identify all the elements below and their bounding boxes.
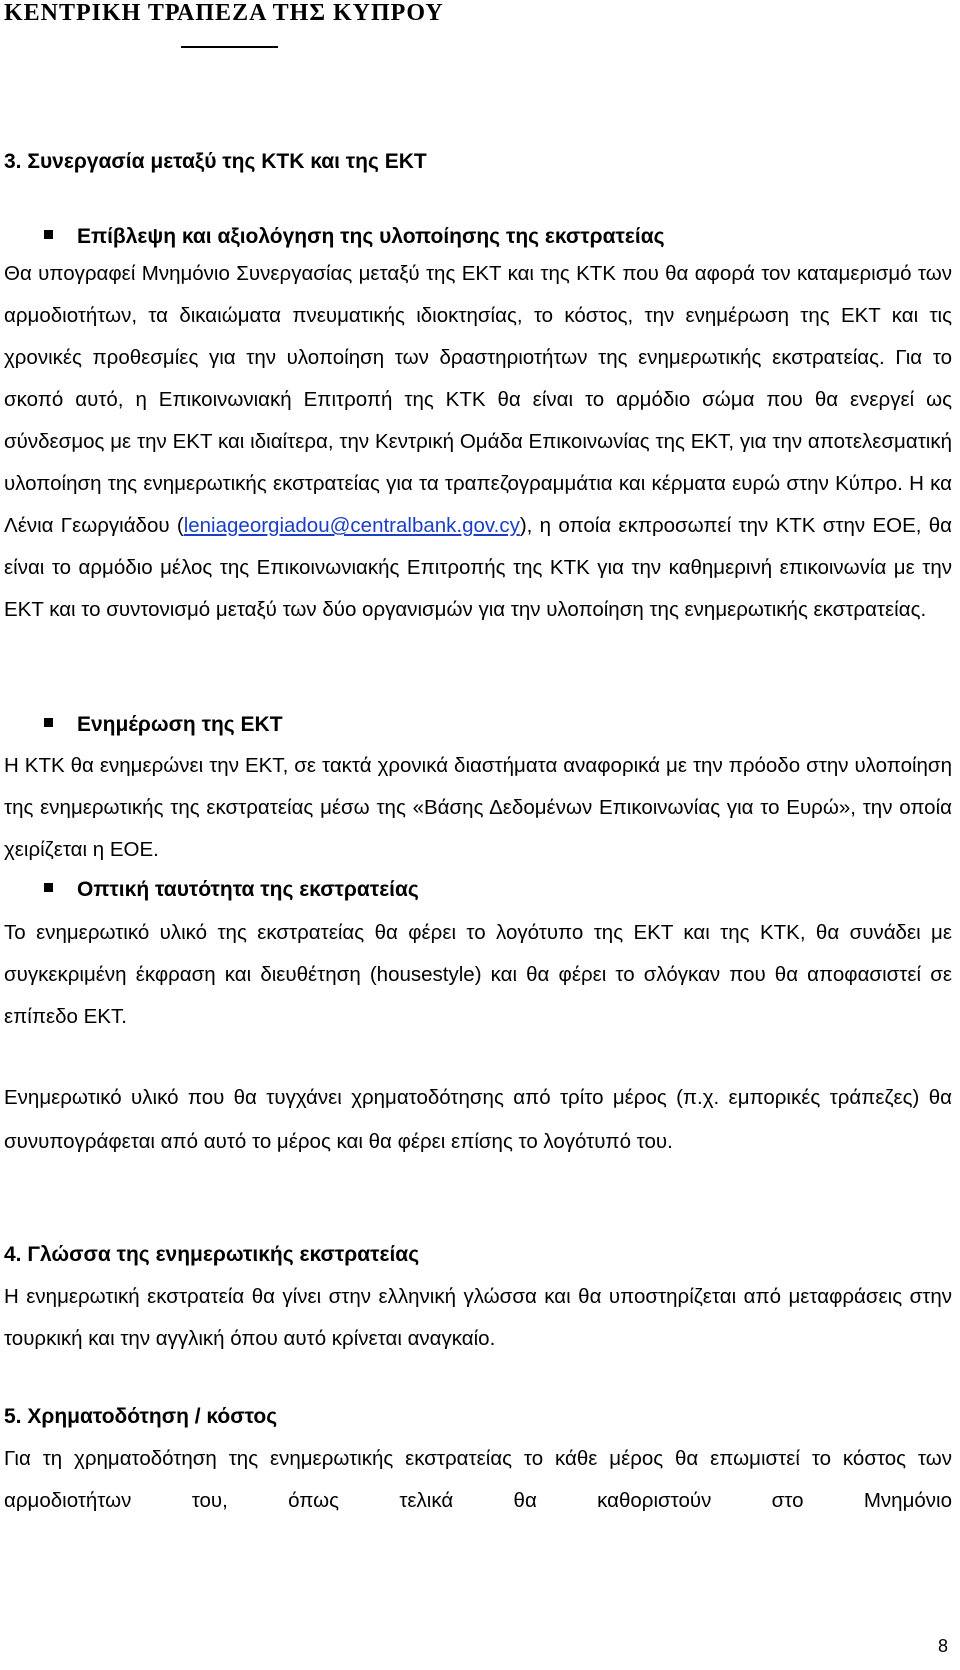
email-link[interactable]: leniageorgiadou@centralbank.gov.cy bbox=[183, 514, 520, 537]
section-4-text: Η ενημερωτική εκστρατεία θα γίνει στην ελληνική γλώσσα και θα υποστηρίζεται από μεταφράσεις στην τουρκική και την αγγλική όπου αυτό κρίνεται αναγκαίο. bbox=[4, 1285, 952, 1350]
ecb-briefing-text: Η ΚΤΚ θα ενημερώνει την ΕΚΤ, σε τακτά χρονικά διαστήματα αναφορικά με την πρόοδο στην υλοποίηση της ενημερωτικής της εκστρατείας μέσω της «Βάσης Δεδομένων Επικοινωνίας για το Ευρώ», την οποία χειρίζεται η ΕΟΕ. bbox=[4, 754, 952, 861]
subsection-visual-identity-label: Οπτική ταυτότητα της εκστρατείας bbox=[77, 878, 419, 901]
section-5-paragraph bbox=[4, 1438, 952, 1522]
subsection-supervision-heading bbox=[44, 225, 665, 249]
visual-identity-text-2: Ενημερωτικό υλικό που θα τυγχάνει χρηματοδότησης από τρίτο μέρος (π.χ. εμπορικές τράπεζες) θα συνυπογράφεται από αυτό το μέρος και θα φέρει επίσης το λογότυπό του. bbox=[4, 1086, 952, 1153]
section-3-heading: 3. Συνεργασία μεταξύ της ΚΤΚ και της ΕΚΤ bbox=[4, 150, 427, 173]
page-header-title: ΚΕΝΤΡΙΚΗ ΤΡΑΠΕΖΑ ΤΗΣ ΚΥΠΡΟΥ bbox=[4, 0, 444, 26]
square-bullet-icon bbox=[44, 718, 53, 727]
supervision-paragraph-text bbox=[4, 253, 952, 631]
square-bullet-icon bbox=[44, 883, 53, 892]
section-5-heading: 5. Χρηματοδότηση / κόστος bbox=[4, 1405, 278, 1428]
supervision-text-part2: ), η οποία εκπροσωπεί την ΚΤΚ στην ΕΟΕ, θα είναι το αρμόδιο μέλος της Επικοινωνιακής Επιτροπής της ΚΤΚ για την καθημερινή επικοινωνία με την ΕΚΤ και το συντονισμό μεταξύ των δύο οργανισμών για την υλοποίηση της ενημερωτικής εκστρατείας. bbox=[4, 514, 952, 621]
supervision-text-part1: Θα υπογραφεί Μνημόνιο Συνεργασίας μεταξύ της ΕΚΤ και της ΚΤΚ που θα αφορά τον καταμερισμό των αρμοδιοτήτων, τα δικαιώματα πνευματικής ιδιοκτησίας, το κόστος, την ενημέρωση της ΕΚΤ και τις χρονικές προθεσμίες για την υλοποίηση των δραστηριοτήτων της ενημερωτικής εκστρατείας. Για το σκοπό αυτό, η Επικοινωνιακή Επιτροπή της ΚΤΚ θα είναι το αρμόδιο σώμα που θα ενεργεί ως σύνδεσμος με την ΕΚΤ και ιδιαίτερα, την Κεντρική Ομάδα Επικοινωνίας της ΕΚΤ, για την αποτελεσματική υλοποίηση της ενημερωτικής εκστρατείας για τα τραπεζογραμμάτια και κέρματα ευρώ στην Κύπρο. Η κα Λένια Γεωργιάδου ( bbox=[4, 262, 952, 537]
subsection-visual-identity-heading bbox=[44, 878, 419, 902]
visual-identity-text-1: Το ενημερωτικό υλικό της εκστρατείας θα φέρει το λογότυπο της ΕΚΤ και της ΚΤΚ, θα συνάδει με συγκεκριμένη έκφραση και διευθέτηση (housestyle) και θα φέρει το σλόγκαν που θα αποφασιστεί σε επίπεδο ΕΚΤ. bbox=[4, 921, 952, 1028]
section-4-paragraph bbox=[4, 1276, 952, 1360]
square-bullet-icon bbox=[44, 230, 53, 239]
ecb-briefing-paragraph bbox=[4, 745, 952, 871]
subsection-supervision-label: Επίβλεψη και αξιολόγηση της υλοποίησης της εκστρατείας bbox=[77, 225, 665, 248]
visual-identity-paragraph-2 bbox=[4, 1076, 952, 1164]
page-number: 8 bbox=[937, 1636, 948, 1656]
subsection-ecb-briefing-label: Ενημέρωση της ΕΚΤ bbox=[77, 713, 283, 736]
header-underline bbox=[181, 46, 278, 48]
visual-identity-paragraph-1 bbox=[4, 912, 952, 1038]
subsection-ecb-briefing-heading bbox=[44, 713, 283, 737]
supervision-paragraph bbox=[4, 253, 952, 631]
section-5-text: Για τη χρηματοδότηση της ενημερωτικής εκστρατείας το κάθε μέρος θα επωμιστεί το κόστος των αρμοδιοτήτων του, όπως τελικά θα καθοριστούν στο Μνημόνιο bbox=[4, 1447, 952, 1512]
section-4-heading: 4. Γλώσσα της ενημερωτικής εκστρατείας bbox=[4, 1243, 420, 1266]
